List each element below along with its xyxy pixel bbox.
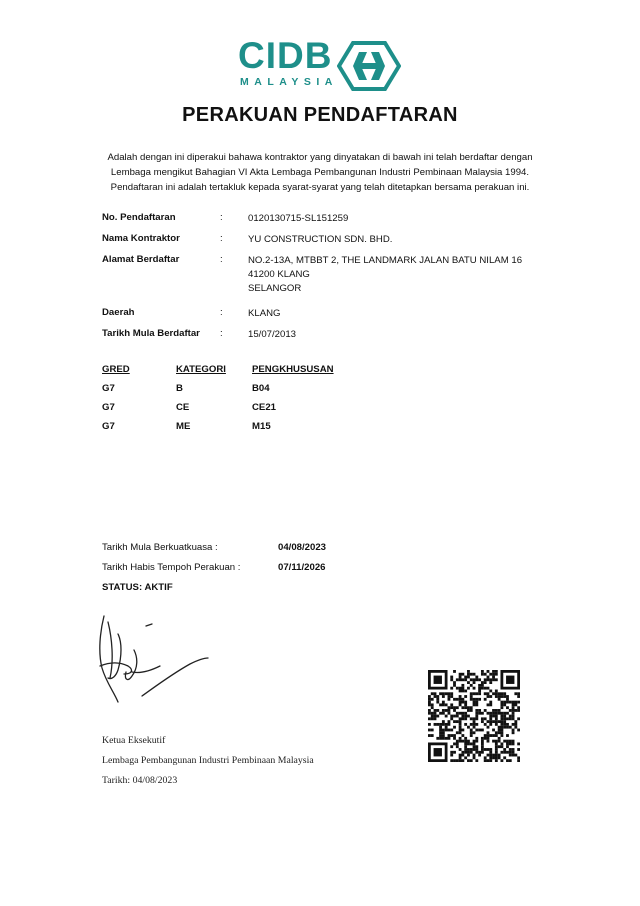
specialization-cell: B04 <box>252 383 270 394</box>
cidb-hexagon-logo-icon <box>337 41 401 91</box>
field-colon: : <box>220 212 223 223</box>
expiry-date-value: 07/11/2026 <box>278 562 326 573</box>
header-gred: GRED <box>102 364 130 375</box>
field-value: YU CONSTRUCTION SDN. BHD. <box>248 234 393 245</box>
signatory-org: Lembaga Pembangunan Industri Pembinaan Malaysia <box>102 755 314 766</box>
field-value: KLANG <box>248 308 281 319</box>
category-cell: ME <box>176 421 191 432</box>
effective-date-label: Tarikh Mula Berkuatkuasa : <box>102 542 218 553</box>
field-label: Alamat Berdaftar <box>102 254 180 265</box>
category-cell: CE <box>176 402 190 413</box>
specialization-cell: CE21 <box>252 402 276 413</box>
address-line: SELANGOR <box>248 283 302 294</box>
intro-line: Lembaga mengikut Bahagian VI Akta Lembaga Pembangunan Industri Pembinaan Malaysia 1994. <box>110 167 530 178</box>
field-value: 0120130715-SL151259 <box>248 213 349 224</box>
signature-icon <box>94 612 214 710</box>
category-cell: B <box>176 383 183 394</box>
field-colon: : <box>220 328 223 339</box>
field-value <box>248 254 522 296</box>
grade-cell: G7 <box>102 421 115 432</box>
field-label: Nama Kontraktor <box>102 233 180 244</box>
signatory-title: Ketua Eksekutif <box>102 735 166 746</box>
page-title: PERAKUAN PENDAFTARAN <box>182 104 458 126</box>
field-label: Tarikh Mula Berdaftar <box>102 328 200 339</box>
field-colon: : <box>220 307 223 318</box>
qr-code-icon <box>428 670 520 762</box>
header-kategori: KATEGORI <box>176 364 226 375</box>
effective-date-value: 04/08/2023 <box>278 542 327 553</box>
intro-line: Pendaftaran ini adalah tertakluk kepada syarat-syarat yang telah ditetapkan bersama perakuan ini. <box>110 182 530 193</box>
intro-paragraph <box>90 150 550 195</box>
field-value: 15/07/2013 <box>248 329 297 340</box>
field-colon: : <box>220 233 223 244</box>
grade-cell: G7 <box>102 402 115 413</box>
logo-subtext: MALAYSIA <box>240 76 338 88</box>
status-badge: STATUS: AKTIF <box>102 582 173 593</box>
logo-wordmark: CIDB <box>238 35 333 76</box>
intro-line: Adalah dengan ini diperakui bahawa kontraktor yang dinyatakan di bawah ini telah berdaftar dengan <box>107 152 533 163</box>
signature-date: Tarikh: 04/08/2023 <box>102 775 178 786</box>
header-pengkhususan: PENGKHUSUSAN <box>252 364 334 375</box>
expiry-date-label: Tarikh Habis Tempoh Perakuan : <box>102 562 241 573</box>
address-line: 41200 KLANG <box>248 269 310 280</box>
field-colon: : <box>220 254 223 265</box>
address-line: NO.2-13A, MTBBT 2, THE LANDMARK JALAN BATU NILAM 16 <box>248 255 523 266</box>
field-label: Daerah <box>102 307 135 318</box>
specialization-cell: M15 <box>252 421 271 432</box>
grade-cell: G7 <box>102 383 115 394</box>
field-label: No. Pendaftaran <box>102 212 176 223</box>
